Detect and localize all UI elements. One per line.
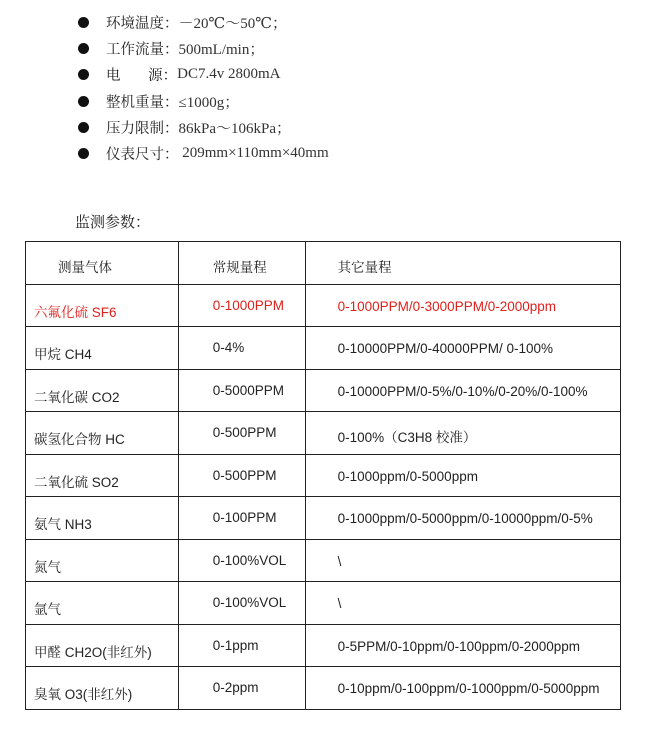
spec-value: 500mL/min； [178, 41, 265, 58]
header-normal-range: 常规量程 [178, 242, 305, 285]
cell-other-range: 0-10ppm/0-100ppm/0-1000ppm/0-5000ppm [305, 667, 620, 710]
cell-gas: 六氟化硫 SF6 [26, 284, 179, 327]
cell-other-range: 0-1000ppm/0-5000ppm [305, 454, 620, 497]
table-row [26, 497, 621, 540]
cell-other-range: 0-1000PPM/0-3000PPM/0-2000ppm [305, 284, 620, 327]
cell-gas: 碳氢化合物 HC [26, 412, 179, 455]
cell-normal-range: 0-2ppm [178, 667, 305, 710]
table-header-row [26, 242, 621, 285]
cell-gas: 甲烷 CH4 [26, 327, 179, 370]
cell-other-range: 0-1000ppm/0-5000ppm/0-10000ppm/0-5% [305, 497, 620, 540]
bullet-icon [78, 17, 89, 28]
table-row [26, 539, 621, 582]
header-other-range: 其它量程 [305, 242, 620, 285]
table-row [26, 582, 621, 625]
cell-other-range: 0-10000PPM/0-40000PPM/ 0-100% [305, 327, 620, 370]
bullet-icon [78, 43, 89, 54]
table-row [26, 284, 621, 327]
section-title: 监测参数： [75, 213, 151, 231]
cell-normal-range: 0-4% [178, 327, 305, 370]
cell-normal-range: 0-100%VOL [178, 582, 305, 625]
spec-item [78, 114, 329, 140]
table-row [26, 667, 621, 710]
spec-item [78, 140, 329, 166]
cell-gas: 氮气 [26, 539, 179, 582]
cell-gas: 二氧化碳 CO2 [26, 369, 179, 412]
cell-gas: 臭氧 O3(非红外) [26, 667, 179, 710]
table-row [26, 412, 621, 455]
cell-gas: 氩气 [26, 582, 179, 625]
spec-item [78, 9, 329, 35]
cell-gas: 氨气 NH3 [26, 497, 179, 540]
cell-gas: 甲醛 CH2O(非红外) [26, 624, 179, 667]
spec-value: 86kPa～106kPa； [178, 120, 292, 137]
cell-normal-range: 0-100PPM [178, 497, 305, 540]
range-table [25, 241, 621, 710]
cell-other-range: 0-10000PPM/0-5%/0-10%/0-20%/0-100% [305, 369, 620, 412]
cell-other-range: 0-5PPM/0-10ppm/0-100ppm/0-2000ppm [305, 624, 620, 667]
table-row [26, 369, 621, 412]
cell-other-range: \ [305, 539, 620, 582]
spec-value: DC7.4v 2800mA [177, 66, 281, 83]
cell-normal-range: 0-500PPM [178, 412, 305, 455]
spec-list [78, 9, 329, 167]
spec-value: 209mm×110mm×40mm [178, 145, 329, 162]
cell-other-range: 0-100%（C3H8 校准） [305, 412, 620, 455]
table-row [26, 624, 621, 667]
cell-normal-range: 0-500PPM [178, 454, 305, 497]
bullet-icon [78, 96, 89, 107]
spec-item [78, 35, 329, 61]
cell-normal-range: 0-100%VOL [178, 539, 305, 582]
table-row [26, 454, 621, 497]
spec-label: 工作流量： [106, 41, 179, 58]
spec-label: 仪表尺寸： [106, 147, 179, 164]
bullet-icon [78, 69, 89, 80]
spec-label: 环境温度： [106, 15, 179, 32]
cell-gas: 二氧化硫 SO2 [26, 454, 179, 497]
spec-value: ≤1000g； [178, 94, 240, 111]
cell-normal-range: 0-5000PPM [178, 369, 305, 412]
header-gas: 测量气体 [26, 242, 179, 285]
spec-label: 电 源： [106, 68, 178, 85]
cell-normal-range: 0-1ppm [178, 624, 305, 667]
spec-label: 整机重量： [106, 94, 179, 111]
bullet-icon [78, 148, 89, 159]
cell-other-range: \ [305, 582, 620, 625]
spec-label: 压力限制： [106, 120, 179, 137]
cell-normal-range: 0-1000PPM [178, 284, 305, 327]
spec-item [78, 88, 329, 114]
spec-value: －20℃～50℃； [178, 15, 288, 32]
bullet-icon [78, 122, 89, 133]
table-row [26, 327, 621, 370]
spec-item [78, 62, 329, 88]
